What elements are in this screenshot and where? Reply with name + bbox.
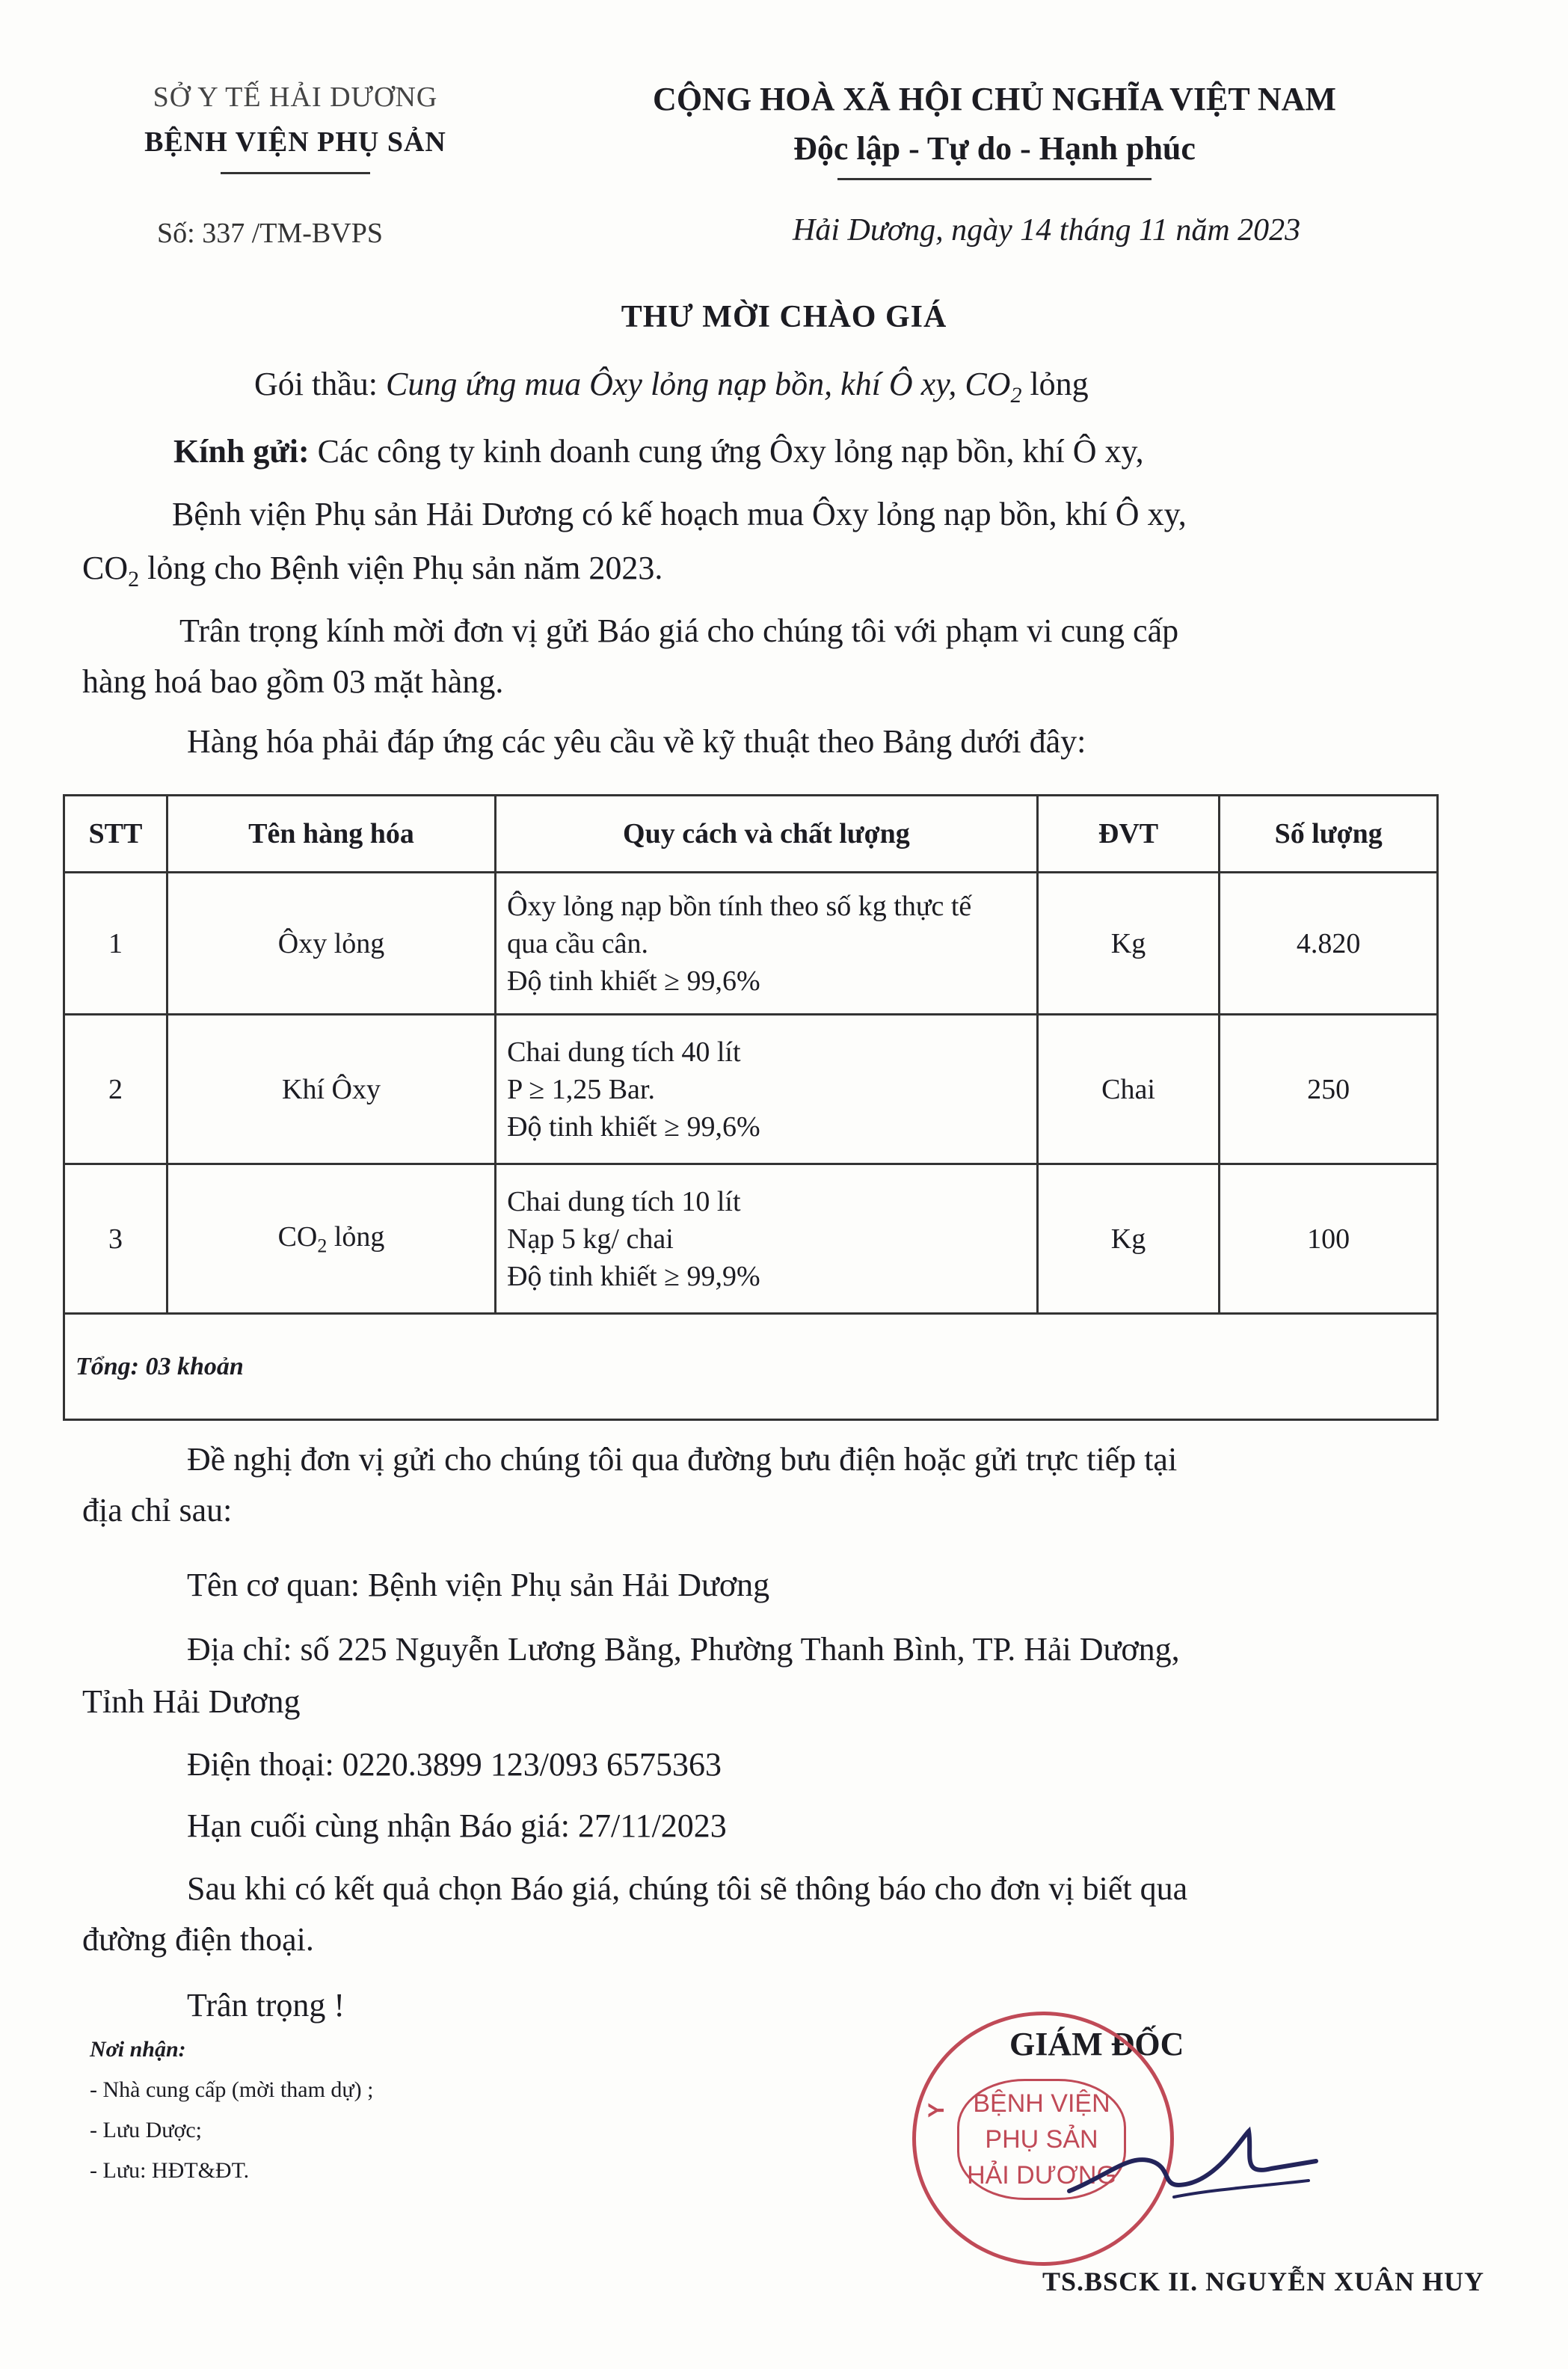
recipients-block [90, 2030, 374, 2191]
addressee-label: Kính gửi: [173, 433, 310, 470]
seal-text: BỆNH VIỆN [973, 2089, 1110, 2118]
document-date: Hải Dương, ngày 14 tháng 11 năm 2023 [793, 213, 1301, 248]
row-stt: 2 [64, 1015, 167, 1164]
co2-text: CO [82, 550, 129, 586]
row-stt: 3 [64, 1164, 167, 1314]
column-header-name: Tên hàng hóa [167, 796, 495, 873]
row-spec [496, 873, 1038, 1015]
notification-line-1: Sau khi có kết quả chọn Báo giá, chúng tôi sẽ thông báo cho đơn vị biết qua [187, 1870, 1188, 1907]
phone-number: Điện thoại: 0220.3899 123/093 6575363 [187, 1746, 722, 1783]
parent-agency: SỞ Y TẾ HẢI DƯƠNG [153, 82, 438, 113]
package-label: Gói thầu: [254, 366, 378, 402]
co2-name: CO [277, 1220, 318, 1253]
delivery-request-line-1: Đề nghị đơn vị gửi cho chúng tôi qua đường bưu điện hoặc gửi trực tiếp tại [187, 1441, 1178, 1478]
addressee-line [173, 425, 1144, 479]
spec-line: Độ tinh khiết ≥ 99,6% [507, 1110, 760, 1143]
column-header-spec: Quy cách và chất lượng [496, 796, 1038, 873]
page-title: THƯ MỜI CHÀO GIÁ [621, 300, 947, 334]
delivery-request-line-2: địa chỉ sau: [82, 1492, 233, 1528]
row-item-name [167, 1164, 495, 1314]
national-motto-block [568, 75, 1421, 180]
package-name: Cung ứng mua Ôxy lỏng nạp bồn, khí Ô xy, CO [385, 366, 1011, 402]
row-unit: Kg [1037, 873, 1220, 1015]
package-name-tail: lỏng [1030, 366, 1089, 402]
signatory-name: TS.BSCK II. NGUYỄN XUÂN HUY [1042, 2267, 1485, 2296]
addressee-text: Các công ty kinh doanh cung ứng Ôxy lỏng nạp bồn, khí Ô xy, [317, 433, 1144, 470]
table-row [64, 873, 1438, 1015]
spec-line: Ôxy lỏng nạp bồn tính theo số kg thực tế [507, 890, 972, 922]
address-line-2: Tỉnh Hải Dương [82, 1683, 301, 1720]
intro-line-1: Bệnh viện Phụ sản Hải Dương có kế hoạch mua Ôxy lỏng nạp bồn, khí Ô xy, [172, 496, 1187, 532]
co2-subscript: 2 [128, 566, 140, 592]
agency-underline [221, 172, 370, 174]
seal-text: HẢI DƯƠNG [967, 2161, 1116, 2190]
row-quantity: 250 [1220, 1015, 1438, 1164]
row-unit: Kg [1037, 1164, 1220, 1314]
national-title: CỘNG HOÀ XÃ HỘI CHỦ NGHĨA VIỆT NAM [653, 81, 1336, 117]
row-unit: Chai [1037, 1015, 1220, 1164]
column-header-stt: STT [64, 796, 167, 873]
national-motto: Độc lập - Tự do - Hạnh phúc [793, 130, 1196, 167]
recipient-item: - Lưu: HĐT&ĐT. [90, 2158, 250, 2183]
invitation-line-2: hàng hoá bao gồm 03 mặt hàng. [82, 663, 504, 700]
quote-deadline: Hạn cuối cùng nhận Báo giá: 27/11/2023 [187, 1807, 727, 1844]
handwritten-signature [1062, 2109, 1331, 2213]
issuing-agency-block [82, 75, 508, 174]
package-line [254, 357, 1089, 423]
intro-line-2-tail: lỏng cho Bệnh viện Phụ sản năm 2023. [147, 550, 663, 586]
row-stt: 1 [64, 873, 167, 1015]
invitation-line-1: Trân trọng kính mời đơn vị gửi Báo giá cho chúng tôi với phạm vi cung cấp [179, 612, 1179, 649]
row-spec [496, 1015, 1038, 1164]
row-quantity: 4.820 [1220, 873, 1438, 1015]
table-row [64, 1015, 1438, 1164]
co2-name-subscript: 2 [317, 1235, 328, 1257]
spec-line: Chai dung tích 10 lít [507, 1185, 741, 1217]
seal-ring-mark: Y [924, 2102, 950, 2118]
spec-line: P ≥ 1,25 Bar. [507, 1073, 655, 1105]
spec-line: Độ tinh khiết ≥ 99,6% [507, 965, 760, 997]
address-line-1: Địa chỉ: số 225 Nguyễn Lương Bằng, Phường Thanh Bình, TP. Hải Dương, [187, 1631, 1180, 1668]
motto-underline [837, 178, 1152, 180]
closing-greeting: Trân trọng ! [187, 1987, 345, 2024]
spec-line: Nạp 5 kg/ chai [507, 1223, 674, 1255]
notification-line-2: đường điện thoại. [82, 1921, 314, 1958]
table-header-row [64, 796, 1438, 873]
row-quantity: 100 [1220, 1164, 1438, 1314]
row-item-name: Ôxy lỏng [167, 873, 495, 1015]
table-intro: Hàng hóa phải đáp ứng các yêu cầu về kỹ thuật theo Bảng dưới đây: [187, 723, 1086, 760]
agency-name: Tên cơ quan: Bệnh viện Phụ sản Hải Dương [187, 1567, 770, 1603]
goods-table [63, 794, 1439, 1421]
spec-line: qua cầu cân. [507, 927, 648, 959]
recipients-label: Nơi nhận: [90, 2037, 186, 2062]
table-total-row [64, 1314, 1438, 1420]
seal-text: PHỤ SẢN [985, 2125, 1098, 2154]
issuing-agency: BỆNH VIỆN PHỤ SẢN [144, 126, 446, 158]
table-total: Tổng: 03 khoản [64, 1314, 1438, 1420]
row-item-name: Khí Ôxy [167, 1015, 495, 1164]
column-header-unit: ĐVT [1037, 796, 1220, 873]
recipient-item: - Lưu Dược; [90, 2118, 203, 2142]
recipient-item: - Nhà cung cấp (mời tham dự) ; [90, 2077, 374, 2102]
column-header-qty: Số lượng [1220, 796, 1438, 873]
table-row [64, 1164, 1438, 1314]
spec-line: Độ tinh khiết ≥ 99,9% [507, 1260, 760, 1292]
co2-name-tail: lỏng [333, 1220, 385, 1253]
package-name-subscript: 2 [1010, 382, 1022, 408]
intro-line-2 [82, 541, 662, 606]
spec-line: Chai dung tích 40 lít [507, 1036, 741, 1068]
row-spec [496, 1164, 1038, 1314]
signatory-title: GIÁM ĐỐC [1009, 2026, 1184, 2062]
document-number: Số: 337 /TM-BVPS [157, 218, 383, 249]
